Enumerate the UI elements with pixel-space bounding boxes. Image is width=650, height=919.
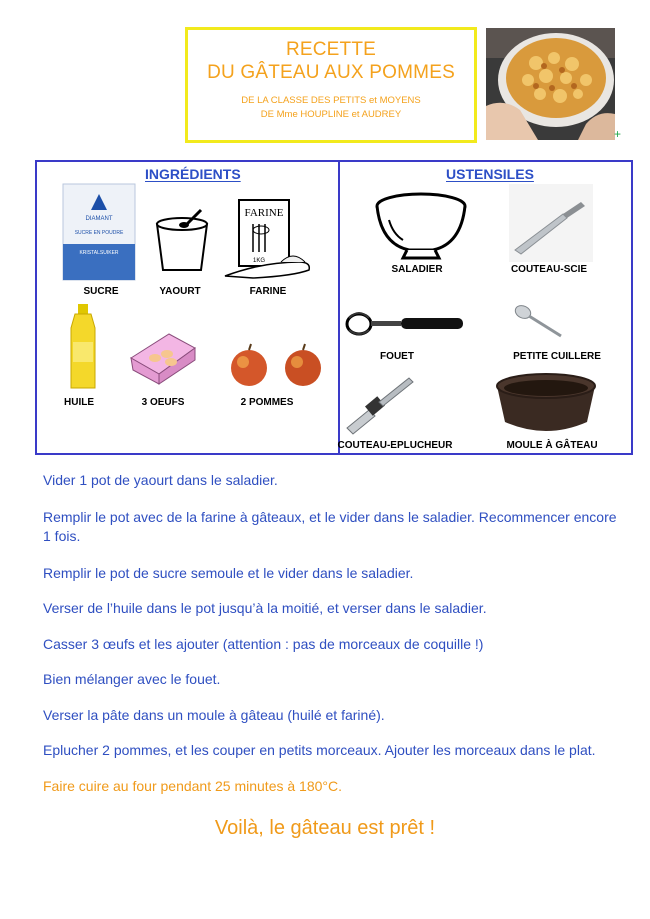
recipe-step-8: Eplucher 2 pommes, et les couper en petits morceaux. Ajouter les morceaux dans le plat.	[43, 742, 596, 758]
class-subtitle-line1: DE LA CLASSE DES PETITS et MOYENS	[241, 95, 421, 106]
utensil-label-petite-cuillere: PETITE CUILLERE	[513, 351, 601, 362]
recipe-title-line1: RECETTE	[285, 39, 377, 60]
recipe-step-3: Remplir le pot de sucre semoule et le vider dans le saladier.	[43, 565, 414, 581]
recipe-title-box	[185, 27, 477, 143]
class-subtitle-line2: DE Mme HOUPLINE et AUDREY	[260, 109, 402, 120]
ingredient-label-yaourt: YAOURT	[159, 286, 201, 297]
ingredient-label-sucre: SUCRE	[83, 286, 119, 297]
flour-weight-text: 1KG	[253, 258, 266, 264]
bowl-icon	[373, 190, 469, 260]
ingredient-label-oeufs: 3 OEUFS	[141, 397, 185, 408]
recipe-step-7: Verser la pâte dans un moule à gâteau (huilé et fariné).	[43, 707, 385, 723]
utensil-label-couteau-scie: COUTEAU-SCIE	[510, 264, 588, 275]
recipe-title-line2: DU GÂTEAU AUX POMMES	[207, 62, 455, 83]
ingredients-heading: INGRÉDIENTS	[145, 166, 241, 182]
peeler-icon	[343, 376, 415, 436]
oil-bottle-icon	[65, 302, 101, 392]
sugar-box-icon	[61, 182, 137, 282]
yogurt-pot-icon	[151, 208, 213, 276]
apple-cake-photo	[486, 28, 615, 140]
utensil-label-moule-a-gateau: MOULE À GÂTEAU	[506, 440, 598, 451]
ingredient-label-huile: HUILE	[64, 397, 94, 408]
ingredient-label-pommes: 2 POMMES	[240, 397, 294, 408]
sugar-packet-text: SUCRE EN POUDRE	[74, 230, 124, 236]
recipe-step-4: Verser de l’huile dans le pot jusqu’à la moitié, et verser dans le saladier.	[43, 600, 487, 616]
recipe-step-6: Bien mélanger avec le fouet.	[43, 671, 221, 687]
cake-pan-icon	[493, 370, 599, 436]
sugar-brand-text: DIAMANT	[85, 216, 113, 222]
recipe-step-5: Casser 3 œufs et les ajouter (attention : pas de morceaux de coquille !)	[43, 636, 484, 652]
utensil-label-saladier: SALADIER	[391, 264, 443, 275]
teaspoon-icon	[511, 302, 567, 342]
recipe-step-1: Vider 1 pot de yaourt dans le saladier.	[43, 472, 278, 488]
recipe-step-9: Faire cuire au four pendant 25 minutes à 180°C.	[43, 778, 342, 794]
utensil-label-fouet: FOUET	[380, 351, 414, 362]
plus-mark: +	[614, 127, 622, 141]
apples-icon	[229, 342, 325, 388]
final-message: Voilà, le gâteau est prêt !	[214, 817, 436, 839]
flour-packet-text: FARINE	[244, 207, 284, 219]
recipe-step-2: Remplir le pot avec de la farine à gâteaux, et le vider dans le saladier. Recommencer encore 1 fois.	[43, 509, 617, 544]
panel-divider	[338, 162, 340, 453]
whisk-icon	[343, 308, 467, 338]
ingredients-utensils-panel	[35, 160, 633, 455]
utensils-heading: USTENSILES	[446, 166, 534, 182]
sugar-packet-text-nl: KRISTALSUIKER	[79, 250, 119, 256]
egg-carton-icon	[129, 330, 197, 386]
ingredient-label-farine: FARINE	[249, 286, 287, 297]
utensil-label-couteau-eplucheur: COUTEAU-EPLUCHEUR	[337, 440, 453, 451]
serrated-knife-icon	[509, 184, 593, 262]
flour-bag-icon	[223, 196, 315, 282]
